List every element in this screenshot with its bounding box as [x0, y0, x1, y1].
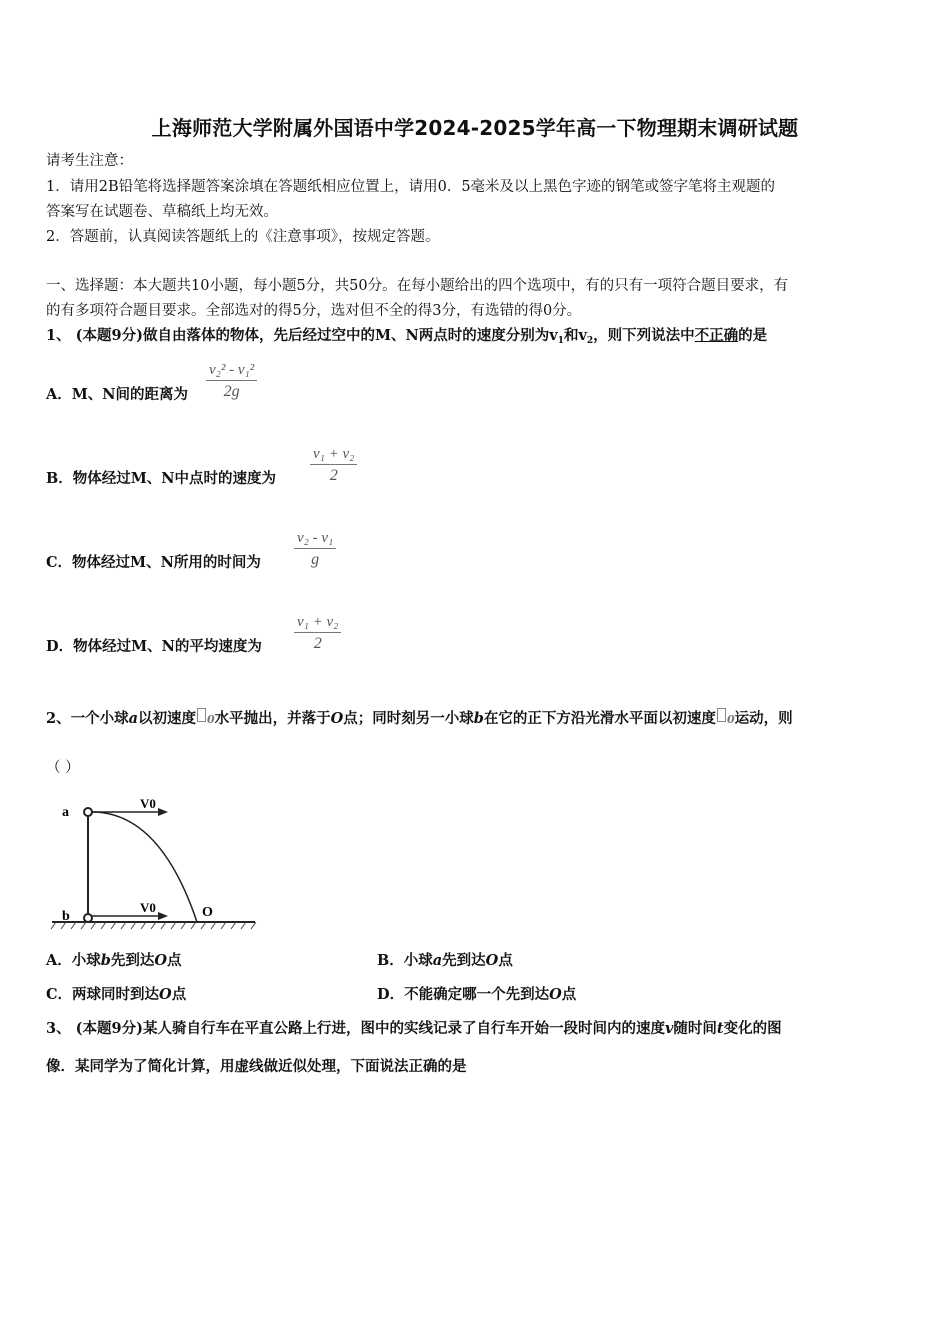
q1-option-c-numerator: v₂ - v₁: [294, 530, 336, 549]
q2-option-a-pre: A．小球: [46, 952, 101, 969]
q2-option-c-o: O: [159, 986, 172, 1003]
q2-text-5: 在它的正下方沿光滑水平面以初速度: [483, 710, 716, 727]
q1-suffix: ，则下列说法中: [593, 327, 695, 344]
q2-text-3: 水平抛出，并落于: [214, 710, 331, 727]
q2-option-b: [377, 951, 513, 971]
q1-option-d-formula: [294, 614, 341, 653]
notice-item-1-line-2: 答案写在试题卷、草稿纸上均无效。: [46, 204, 278, 220]
q3-text-2: 随时间: [673, 1020, 717, 1037]
figure-label-v0-bottom: V0: [140, 900, 156, 915]
q2-answer-paren: （ ）: [46, 760, 80, 776]
q2-v0-sub-2: 0: [726, 713, 735, 726]
q2-text-6: 运动，则: [734, 710, 793, 727]
q1-sub-2: 2: [586, 336, 594, 346]
notice-heading: 请考生注意：: [46, 153, 133, 169]
q2-option-c-pre: C．两球同时到达: [46, 986, 160, 1003]
q1-option-b-formula: [310, 446, 357, 485]
question-3-line-2: 像．某同学为了简化计算，用虚线做近似处理，下面说法正确的是: [46, 1058, 467, 1075]
q2-option-d-o: O: [549, 986, 562, 1003]
section-1-intro-line-2: 的有多项符合题目要求。全部选对的得5分，选对但不全的得3分，有选错的得0分。: [46, 303, 582, 319]
ball-a: [84, 808, 92, 816]
q2-option-b-var: a: [432, 952, 443, 969]
q1-option-b: B．物体经过M、N中点时的速度为: [46, 470, 277, 487]
q2-option-a-o: O: [154, 952, 168, 969]
arrowhead-bottom-icon: [158, 912, 168, 920]
q2-option-b-post: 先到达: [442, 952, 486, 969]
q1-option-d-denominator: 2: [313, 635, 322, 652]
question-1-stem: [46, 326, 767, 351]
q2-option-c-end: 点: [171, 986, 187, 1003]
figure-label-b: b: [62, 909, 70, 924]
q1-option-a-denominator: 2g: [223, 383, 240, 400]
q1-option-d-numerator: v₁ + v₂: [294, 614, 341, 633]
q2-option-a-var: b: [100, 952, 111, 969]
notice-item-1-line-1: 1．请用2B铅笔将选择题答案涂填在答题纸相应位置上，请用0．5毫米及以上黑色字迹的钢笔或签字笔将主观题的: [46, 179, 776, 195]
q1-option-a-formula: [206, 362, 257, 401]
q1-mid: 和v: [563, 327, 587, 344]
q1-option-d: D．物体经过M、N的平均速度为: [46, 638, 262, 655]
q1-sub-1: 1: [557, 336, 564, 346]
section-1-intro-line-1: 一、选择题：本大题共10小题，每小题5分，共50分。在每小题给出的四个选项中，有的只有一项符合题目要求，有: [46, 278, 789, 294]
q3-text-1: 3、 (本题9分)某人骑自行车在平直公路上行进，图中的实线记录了自行车开始一段时间内的速度: [46, 1020, 665, 1037]
page-title: 上海师范大学附属外国语中学2024-2025学年高一下物理期末调研试题: [151, 116, 799, 140]
figure-label-o: O: [202, 905, 213, 920]
q2-v0-sub-1: 0: [207, 713, 215, 726]
q2-option-c: [46, 985, 186, 1005]
figure-label-a: a: [62, 805, 69, 820]
projectile-figure: [50, 790, 260, 935]
arrowhead-top-icon: [158, 808, 168, 816]
q2-text-1: 2、一个小球: [46, 710, 129, 727]
notice-item-2: 2．答题前，认真阅读答题纸上的《注意事项》，按规定答题。: [46, 229, 440, 245]
q1-option-c: C．物体经过M、N所用的时间为: [46, 554, 261, 571]
q2-var-a: a: [128, 710, 138, 727]
q1-underlined: 不正确: [694, 327, 739, 344]
q2-text-4: 点；同时刻另一小球: [343, 710, 474, 727]
question-2-stem: [46, 708, 793, 730]
q2-option-a-end: 点: [167, 952, 182, 969]
q1-option-b-numerator: v₁ + v₂: [310, 446, 357, 465]
q1-prefix: 1、 (本题9分)做自由落体的物体，先后经过空中的M、N两点时的速度分别为v: [46, 327, 558, 344]
figure-label-v0-top: V0: [140, 796, 156, 811]
q3-var-t: t: [716, 1020, 724, 1037]
q2-option-d: [377, 985, 576, 1005]
q2-option-d-pre: D．不能确定哪一个先到达: [377, 986, 550, 1003]
q2-option-b-o: O: [485, 952, 499, 969]
q1-end: 的是: [738, 327, 768, 344]
placeholder-glyph-icon: [717, 708, 726, 722]
q2-var-o: O: [330, 710, 344, 727]
q2-text-2: 以初速度: [138, 710, 196, 727]
q2-option-d-end: 点: [561, 986, 577, 1003]
q1-option-a: A．M、N间的距离为: [46, 386, 189, 403]
q1-option-c-denominator: g: [311, 551, 320, 568]
q1-option-c-formula: [294, 530, 336, 569]
q3-text-3: 变化的图: [723, 1020, 782, 1037]
q3-var-v: v: [664, 1020, 674, 1037]
question-3-line-1: [46, 1019, 782, 1039]
q2-var-b: b: [473, 710, 484, 727]
q2-option-a-post: 先到达: [110, 952, 155, 969]
q2-option-b-pre: B．小球: [377, 952, 433, 969]
q2-option-b-end: 点: [498, 952, 513, 969]
q1-option-b-denominator: 2: [329, 467, 338, 484]
ball-b: [84, 914, 92, 922]
placeholder-glyph-icon: [197, 708, 206, 722]
q2-option-a: [46, 951, 182, 971]
q1-option-a-numerator: v₂² - v₁²: [206, 362, 257, 381]
ground-hatching: [51, 922, 256, 929]
